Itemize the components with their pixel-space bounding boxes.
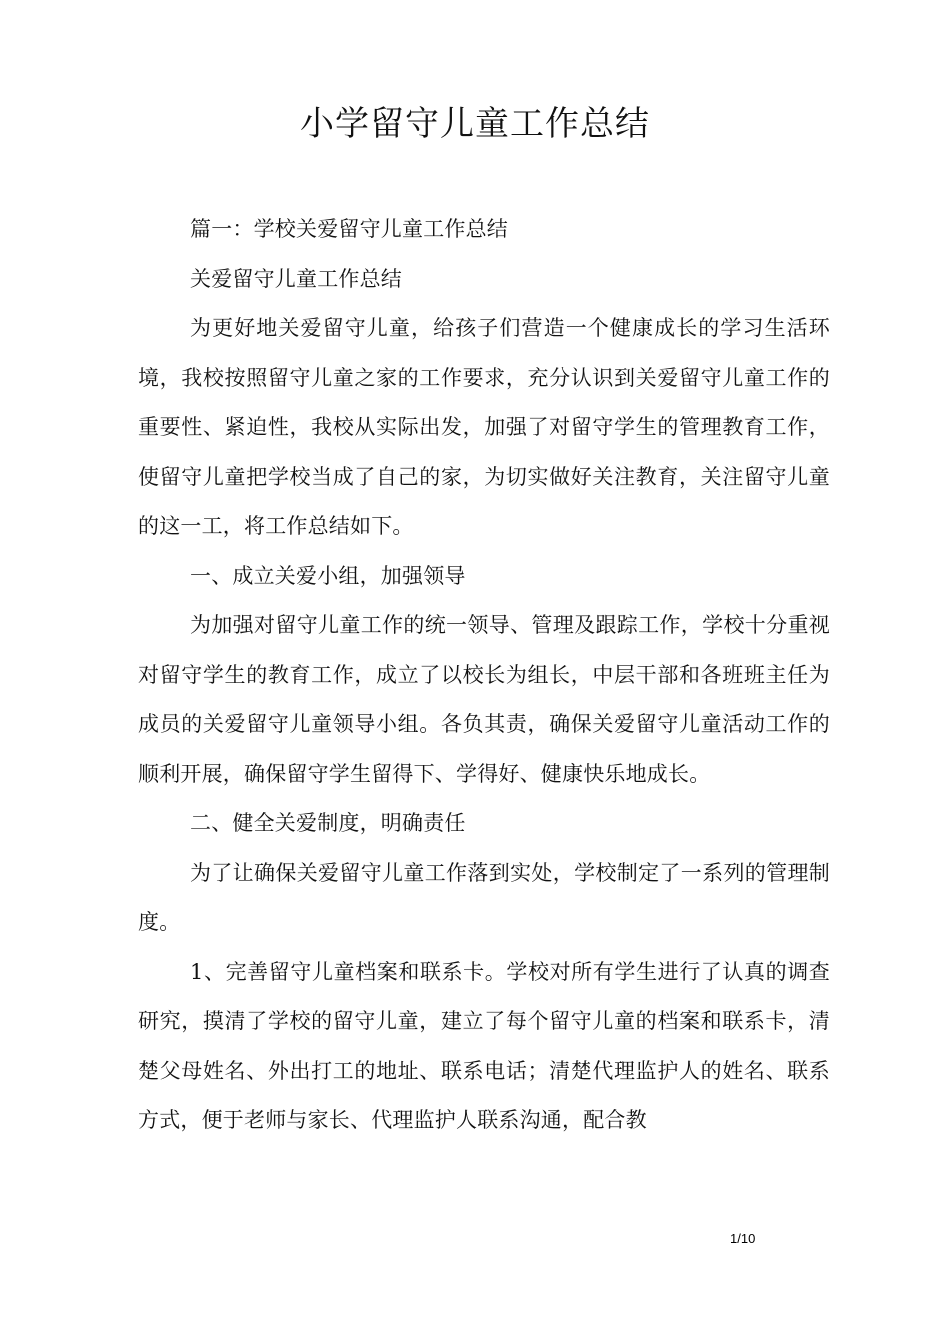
- document-title: 小学留守儿童工作总结: [300, 104, 650, 144]
- paragraph: 为加强对留守儿童工作的统一领导、管理及跟踪工作，学校十分重视对留守学生的教育工作，成立了以校长为组长，中层干部和各班班主任为成员的关爱留守儿童领导小组。各负其责，确保关爱留守儿童活动工作的顺利开展，确保留守学生留得下、学得好、健康快乐地成长。: [138, 613, 830, 786]
- paragraph: 1、完善留守儿童档案和联系卡。学校对所有学生进行了认真的调查研究，摸清了学校的留守儿童，建立了每个留守儿童的档案和联系卡，清楚父母姓名、外出打工的地址、联系电话；清楚代理监护人的姓名、联系方式，便于老师与家长、代理监护人联系沟通，配合教: [138, 959, 830, 1132]
- subheading: 关爱留守儿童工作总结: [190, 266, 402, 291]
- document-body: [138, 205, 830, 1146]
- section-heading: 二、健全关爱制度，明确责任: [190, 811, 466, 835]
- paragraph: 为了让确保关爱留守儿童工作落到实处，学校制定了一系列的管理制度。: [138, 860, 830, 934]
- section-heading: 一、成立关爱小组，加强领导: [190, 563, 466, 588]
- section-heading: 篇一：学校关爱留守儿童工作总结: [190, 217, 508, 241]
- paragraph: 为更好地关爱留守儿童，给孩子们营造一个健康成长的学习生活环境，我校按照留守儿童之家的工作要求，充分认识到关爱留守儿童工作的重要性、紧迫性，我校从实际出发，加强了对留守学生的管理教育工作，使留守儿童把学校当成了自己的家，为切实做好关注教育，关注留守儿童的这一工，将工作总结如下。: [138, 316, 830, 538]
- page-number: 1/10: [730, 1231, 756, 1246]
